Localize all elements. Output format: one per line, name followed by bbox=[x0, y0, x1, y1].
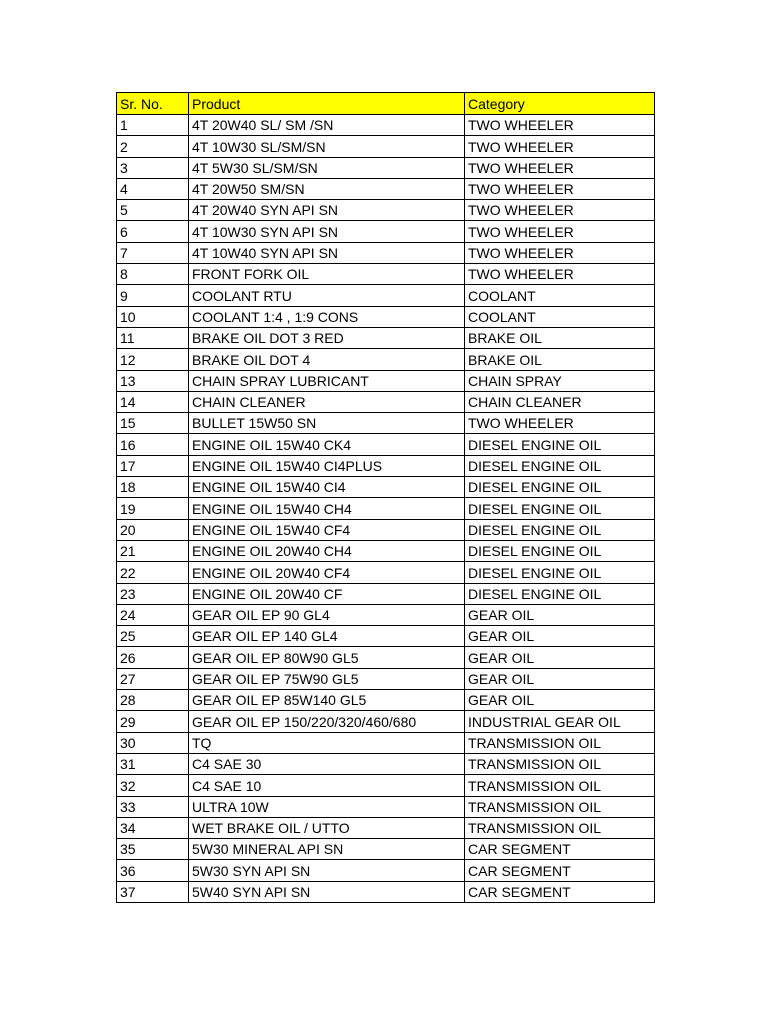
table-row bbox=[117, 349, 655, 370]
cell-sr-no: 23 bbox=[117, 583, 189, 604]
cell-sr-no: 7 bbox=[117, 242, 189, 263]
cell-product: BULLET 15W50 SN bbox=[189, 413, 465, 434]
cell-product: GEAR OIL EP 140 GL4 bbox=[189, 626, 465, 647]
cell-product: ENGINE OIL 20W40 CF4 bbox=[189, 562, 465, 583]
table-row bbox=[117, 519, 655, 540]
cell-category: CAR SEGMENT bbox=[465, 881, 655, 902]
cell-product: COOLANT RTU bbox=[189, 285, 465, 306]
cell-sr-no: 1 bbox=[117, 115, 189, 136]
cell-product: 5W30 SYN API SN bbox=[189, 860, 465, 881]
table-row bbox=[117, 881, 655, 902]
cell-sr-no: 10 bbox=[117, 306, 189, 327]
table-row bbox=[117, 753, 655, 774]
cell-sr-no: 29 bbox=[117, 711, 189, 732]
cell-sr-no: 18 bbox=[117, 477, 189, 498]
table-row bbox=[117, 115, 655, 136]
table-row bbox=[117, 626, 655, 647]
cell-category: TWO WHEELER bbox=[465, 221, 655, 242]
cell-product: 4T 10W30 SYN API SN bbox=[189, 221, 465, 242]
cell-product: ENGINE OIL 15W40 CF4 bbox=[189, 519, 465, 540]
table-row bbox=[117, 285, 655, 306]
product-sheet bbox=[116, 92, 655, 903]
table-row bbox=[117, 455, 655, 476]
cell-category: DIESEL ENGINE OIL bbox=[465, 540, 655, 561]
cell-sr-no: 4 bbox=[117, 178, 189, 199]
table-row bbox=[117, 604, 655, 625]
table-row bbox=[117, 690, 655, 711]
cell-category: DIESEL ENGINE OIL bbox=[465, 434, 655, 455]
cell-category: TRANSMISSION OIL bbox=[465, 753, 655, 774]
table-row bbox=[117, 583, 655, 604]
cell-category: DIESEL ENGINE OIL bbox=[465, 455, 655, 476]
cell-category: GEAR OIL bbox=[465, 647, 655, 668]
cell-product: GEAR OIL EP 85W140 GL5 bbox=[189, 690, 465, 711]
cell-product: C4 SAE 10 bbox=[189, 775, 465, 796]
cell-product: CHAIN CLEANER bbox=[189, 391, 465, 412]
cell-product: ULTRA 10W bbox=[189, 796, 465, 817]
cell-sr-no: 21 bbox=[117, 540, 189, 561]
cell-product: COOLANT 1:4 , 1:9 CONS bbox=[189, 306, 465, 327]
cell-product: ENGINE OIL 20W40 CH4 bbox=[189, 540, 465, 561]
cell-product: 5W40 SYN API SN bbox=[189, 881, 465, 902]
cell-sr-no: 16 bbox=[117, 434, 189, 455]
table-row bbox=[117, 306, 655, 327]
cell-category: TWO WHEELER bbox=[465, 264, 655, 285]
cell-product: GEAR OIL EP 150/220/320/460/680 bbox=[189, 711, 465, 732]
cell-sr-no: 30 bbox=[117, 732, 189, 753]
table-body bbox=[117, 115, 655, 903]
table-row bbox=[117, 562, 655, 583]
cell-category: DIESEL ENGINE OIL bbox=[465, 519, 655, 540]
table-row bbox=[117, 434, 655, 455]
cell-sr-no: 17 bbox=[117, 455, 189, 476]
cell-category: BRAKE OIL bbox=[465, 349, 655, 370]
cell-sr-no: 22 bbox=[117, 562, 189, 583]
cell-category: GEAR OIL bbox=[465, 604, 655, 625]
cell-sr-no: 3 bbox=[117, 157, 189, 178]
cell-product: 4T 10W40 SYN API SN bbox=[189, 242, 465, 263]
cell-product: ENGINE OIL 15W40 CH4 bbox=[189, 498, 465, 519]
cell-product: CHAIN SPRAY LUBRICANT bbox=[189, 370, 465, 391]
cell-category: TRANSMISSION OIL bbox=[465, 817, 655, 838]
cell-sr-no: 31 bbox=[117, 753, 189, 774]
table-row bbox=[117, 477, 655, 498]
table-row bbox=[117, 413, 655, 434]
cell-sr-no: 20 bbox=[117, 519, 189, 540]
cell-sr-no: 33 bbox=[117, 796, 189, 817]
cell-product: ENGINE OIL 20W40 CF bbox=[189, 583, 465, 604]
cell-category: TWO WHEELER bbox=[465, 200, 655, 221]
table-row bbox=[117, 839, 655, 860]
cell-category: TWO WHEELER bbox=[465, 178, 655, 199]
table-row bbox=[117, 775, 655, 796]
table-row bbox=[117, 860, 655, 881]
cell-category: CAR SEGMENT bbox=[465, 860, 655, 881]
cell-product: BRAKE OIL DOT 3 RED bbox=[189, 327, 465, 348]
cell-sr-no: 6 bbox=[117, 221, 189, 242]
table-row bbox=[117, 157, 655, 178]
cell-product: ENGINE OIL 15W40 CK4 bbox=[189, 434, 465, 455]
table-row bbox=[117, 200, 655, 221]
header-product: Product bbox=[189, 93, 465, 115]
cell-sr-no: 5 bbox=[117, 200, 189, 221]
cell-category: CHAIN SPRAY bbox=[465, 370, 655, 391]
cell-product: TQ bbox=[189, 732, 465, 753]
cell-product: GEAR OIL EP 75W90 GL5 bbox=[189, 668, 465, 689]
cell-sr-no: 15 bbox=[117, 413, 189, 434]
table-row bbox=[117, 221, 655, 242]
table-row bbox=[117, 540, 655, 561]
cell-category: GEAR OIL bbox=[465, 668, 655, 689]
cell-sr-no: 14 bbox=[117, 391, 189, 412]
cell-category: COOLANT bbox=[465, 306, 655, 327]
cell-sr-no: 27 bbox=[117, 668, 189, 689]
cell-sr-no: 32 bbox=[117, 775, 189, 796]
table-row bbox=[117, 732, 655, 753]
cell-category: GEAR OIL bbox=[465, 690, 655, 711]
header-category: Category bbox=[465, 93, 655, 115]
cell-sr-no: 28 bbox=[117, 690, 189, 711]
table-row bbox=[117, 178, 655, 199]
cell-sr-no: 25 bbox=[117, 626, 189, 647]
cell-sr-no: 2 bbox=[117, 136, 189, 157]
cell-category: DIESEL ENGINE OIL bbox=[465, 562, 655, 583]
table-row bbox=[117, 647, 655, 668]
cell-product: ENGINE OIL 15W40 CI4PLUS bbox=[189, 455, 465, 476]
cell-product: ENGINE OIL 15W40 CI4 bbox=[189, 477, 465, 498]
table-row bbox=[117, 796, 655, 817]
cell-sr-no: 37 bbox=[117, 881, 189, 902]
cell-sr-no: 36 bbox=[117, 860, 189, 881]
cell-category: GEAR OIL bbox=[465, 626, 655, 647]
cell-sr-no: 19 bbox=[117, 498, 189, 519]
cell-product: 4T 20W50 SM/SN bbox=[189, 178, 465, 199]
cell-sr-no: 9 bbox=[117, 285, 189, 306]
cell-product: FRONT FORK OIL bbox=[189, 264, 465, 285]
cell-product: 4T 5W30 SL/SM/SN bbox=[189, 157, 465, 178]
cell-category: DIESEL ENGINE OIL bbox=[465, 477, 655, 498]
cell-category: BRAKE OIL bbox=[465, 327, 655, 348]
cell-sr-no: 24 bbox=[117, 604, 189, 625]
cell-sr-no: 8 bbox=[117, 264, 189, 285]
table-row bbox=[117, 136, 655, 157]
cell-category: DIESEL ENGINE OIL bbox=[465, 583, 655, 604]
product-table bbox=[116, 92, 655, 903]
cell-product: 5W30 MINERAL API SN bbox=[189, 839, 465, 860]
cell-product: BRAKE OIL DOT 4 bbox=[189, 349, 465, 370]
cell-product: WET BRAKE OIL / UTTO bbox=[189, 817, 465, 838]
table-row bbox=[117, 668, 655, 689]
table-row bbox=[117, 391, 655, 412]
table-row bbox=[117, 498, 655, 519]
cell-sr-no: 13 bbox=[117, 370, 189, 391]
header-row bbox=[117, 93, 655, 115]
cell-category: TRANSMISSION OIL bbox=[465, 796, 655, 817]
cell-category: TWO WHEELER bbox=[465, 242, 655, 263]
table-row bbox=[117, 711, 655, 732]
cell-product: 4T 20W40 SYN API SN bbox=[189, 200, 465, 221]
cell-product: 4T 10W30 SL/SM/SN bbox=[189, 136, 465, 157]
cell-sr-no: 12 bbox=[117, 349, 189, 370]
header-sr-no: Sr. No. bbox=[117, 93, 189, 115]
cell-category: CAR SEGMENT bbox=[465, 839, 655, 860]
cell-sr-no: 11 bbox=[117, 327, 189, 348]
table-row bbox=[117, 242, 655, 263]
cell-sr-no: 26 bbox=[117, 647, 189, 668]
cell-category: TRANSMISSION OIL bbox=[465, 732, 655, 753]
cell-category: COOLANT bbox=[465, 285, 655, 306]
cell-category: CHAIN CLEANER bbox=[465, 391, 655, 412]
table-row bbox=[117, 817, 655, 838]
cell-product: 4T 20W40 SL/ SM /SN bbox=[189, 115, 465, 136]
table-row bbox=[117, 370, 655, 391]
cell-sr-no: 35 bbox=[117, 839, 189, 860]
cell-category: TWO WHEELER bbox=[465, 413, 655, 434]
cell-category: INDUSTRIAL GEAR OIL bbox=[465, 711, 655, 732]
cell-product: GEAR OIL EP 90 GL4 bbox=[189, 604, 465, 625]
cell-sr-no: 34 bbox=[117, 817, 189, 838]
cell-category: TWO WHEELER bbox=[465, 115, 655, 136]
cell-category: TWO WHEELER bbox=[465, 157, 655, 178]
cell-category: TWO WHEELER bbox=[465, 136, 655, 157]
cell-category: DIESEL ENGINE OIL bbox=[465, 498, 655, 519]
table-row bbox=[117, 264, 655, 285]
cell-product: GEAR OIL EP 80W90 GL5 bbox=[189, 647, 465, 668]
cell-category: TRANSMISSION OIL bbox=[465, 775, 655, 796]
table-row bbox=[117, 327, 655, 348]
cell-product: C4 SAE 30 bbox=[189, 753, 465, 774]
